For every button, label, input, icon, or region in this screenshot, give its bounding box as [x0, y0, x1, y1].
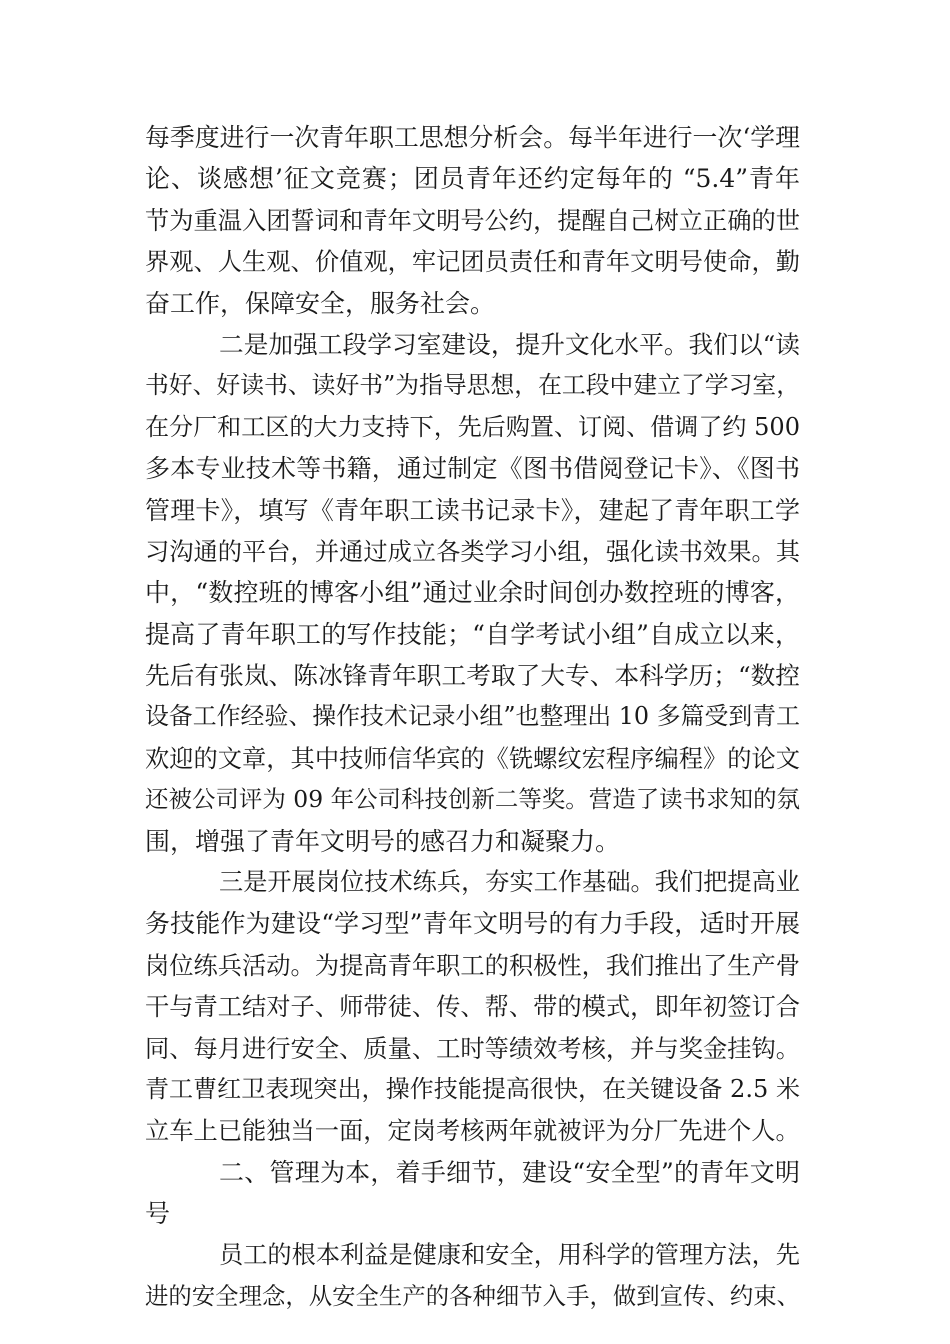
text-line: 务技能作为建设“学习型”青年文明号的有力手段，适时开展 — [145, 909, 800, 939]
text-line: 三是开展岗位技术练兵，夯实工作基础。我们把提高业 — [219, 868, 800, 897]
text-line: 奋工作，保障安全，服务社会。 — [145, 288, 496, 318]
text-line: 岗位练兵活动。为提高青年职工的积极性，我们推出了生产骨 — [145, 950, 800, 980]
text-line: 干与青工结对子、师带徒、传、帮、带的模式，即年初签订合 — [145, 992, 800, 1022]
text-line: 论、谈感想’征文竞赛；团员青年还约定每年的 “5.4”青年 — [145, 164, 800, 194]
text-line: 习沟通的平台，并通过成立各类学习小组，强化读书效果。其 — [145, 536, 800, 566]
text-line: 书好、好读书、读好书”为指导思想，在工段中建立了学习室， — [145, 371, 800, 400]
text-line: 在分厂和工区的大力支持下，先后购置、订阅、借调了约 500 — [145, 412, 800, 441]
text-line: 多本专业技术等书籍，通过制定《图书借阅登记卡》、《图书 — [145, 454, 800, 484]
text-line: 员工的根本利益是健康和安全，用科学的管理方法，先 — [219, 1240, 800, 1269]
text-line: 同、每月进行安全、质量、工时等绩效考核，并与奖金挂钩。 — [145, 1033, 800, 1063]
text-line: 提高了青年职工的写作技能；“自学考试小组”自成立以来， — [145, 619, 800, 649]
text-line: 还被公司评为 09 年公司科技创新二等奖。营造了读书求知的氛 — [145, 785, 800, 814]
text-line: 号 — [145, 1199, 171, 1229]
text-line: 二是加强工段学习室建设，提升文化水平。我们以“读 — [219, 329, 800, 359]
text-line: 青工曹红卫表现突出，操作技能提高很快，在关键设备 2.5 米 — [145, 1074, 800, 1103]
text-line: 围，增强了青年文明号的感召力和凝聚力。 — [145, 826, 621, 856]
text-line: 管理卡》，填写《青年职工读书记录卡》，建起了青年职工学 — [145, 495, 800, 525]
text-line: 立车上已能独当一面，定岗考核两年就被评为分厂先进个人。 — [145, 1116, 800, 1146]
document-body — [145, 117, 800, 1317]
text-line: 中，“数控班的博客小组”通过业余时间创办数控班的博客， — [145, 578, 800, 608]
text-line: 界观、人生观、价值观，牢记团员责任和青年文明号使命，勤 — [145, 247, 800, 277]
text-line: 二、管理为本，着手细节，建设“安全型”的青年文明 — [219, 1157, 800, 1187]
text-line: 进的安全理念，从安全生产的各种细节入手，做到宣传、约束、 — [145, 1281, 800, 1310]
text-line: 欢迎的文章，其中技师信华宾的《铣螺纹宏程序编程》的论文 — [145, 743, 800, 773]
text-line: 节为重温入团誓词和青年文明号公约，提醒自己树立正确的世 — [145, 205, 800, 235]
text-line: 每季度进行一次青年职工思想分析会。每半年进行一次‘学理 — [145, 123, 800, 152]
text-line: 设备工作经验、操作技术记录小组”也整理出 10 多篇受到青工 — [145, 702, 800, 731]
text-line: 先后有张岚、陈冰锋青年职工考取了大专、本科学历；“数控 — [145, 661, 800, 691]
